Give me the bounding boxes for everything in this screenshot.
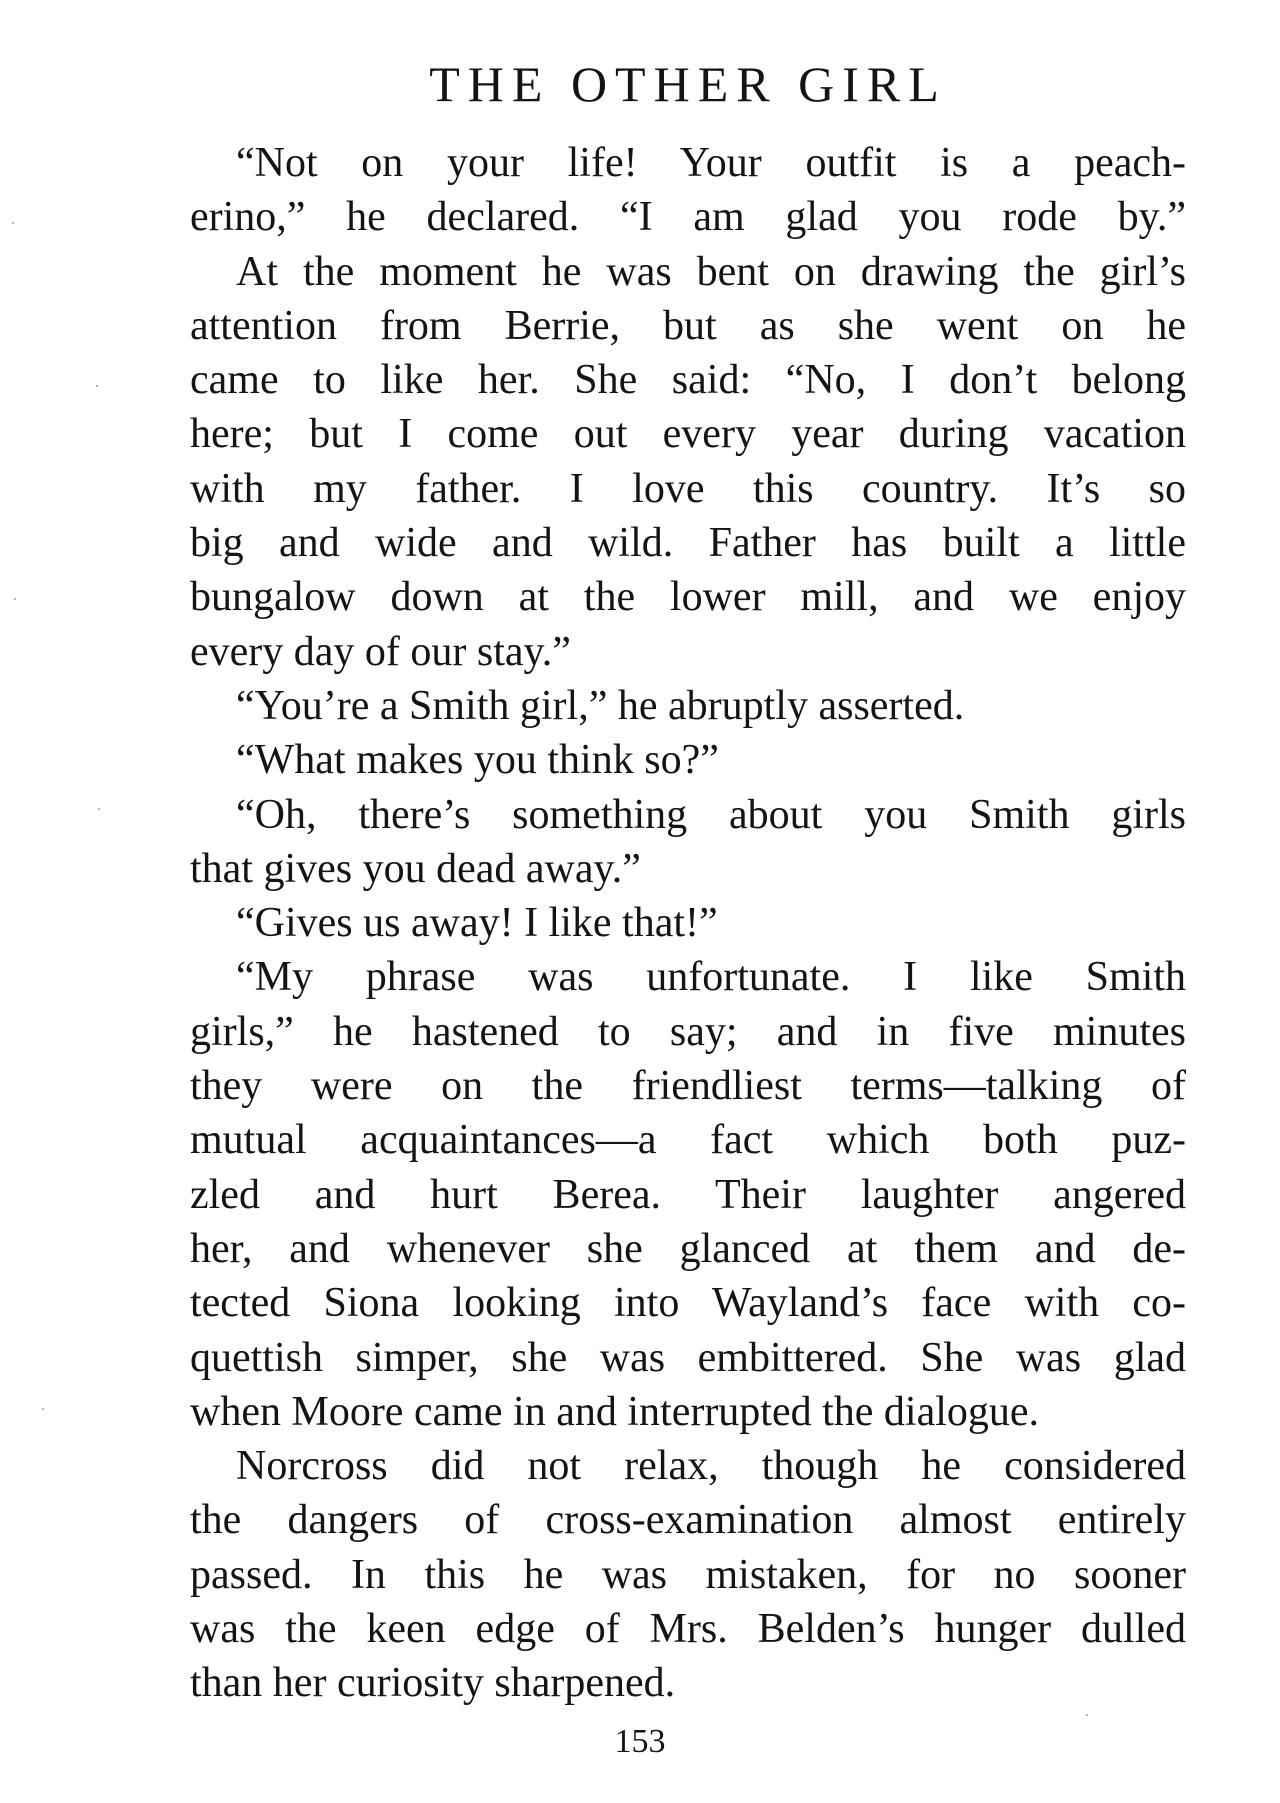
paper-speck [98,808,100,810]
text-line: “Gives us away! I like that!” [236,900,718,947]
text-line: “Oh, there’s something about you Smith girls [236,791,1186,838]
text-line: zled and hurt Berea. Their laughter angered [190,1171,1186,1218]
text-line: tected Siona looking into Wayland’s face with co- [190,1280,1186,1327]
text-line: every day of our stay.” [190,628,571,675]
body-text [190,136,1186,1711]
text-line: with my father. I love this country. It’s so [190,465,1186,512]
text-line: passed. In this he was mistaken, for no sooner [190,1551,1186,1598]
text-line: the dangers of cross-examination almost entirely [190,1497,1186,1544]
paper-speck [12,222,14,224]
text-line: here; but I come out every year during vacation [190,411,1186,458]
text-line: attention from Berrie, but as she went on he [190,302,1186,349]
text-line: mutual acquaintances—a fact which both puz- [190,1117,1186,1164]
paper-speck [96,385,98,387]
text-line: “My phrase was unfortunate. I like Smith [236,954,1186,1001]
text-line: bungalow down at the lower mill, and we enjoy [190,574,1186,621]
text-line: that gives you dead away.” [190,845,641,892]
text-line: big and wide and wild. Father has built a little [190,520,1186,567]
text-line: At the moment he was bent on drawing the girl’s [236,248,1186,295]
paper-speck [42,1408,44,1410]
text-line: came to like her. She said: “No, I don’t belong [190,357,1186,404]
paper-speck [14,598,16,600]
paper-speck [1086,1714,1088,1716]
text-line: was the keen edge of Mrs. Belden’s hunger dulled [190,1606,1186,1653]
text-line: “Not on your life! Your outfit is a peach- [236,140,1186,186]
text-line: girls,” he hastened to say; and in five minutes [190,1008,1186,1055]
text-line: they were on the friendliest terms—talking of [190,1063,1186,1110]
text-line: her, and whenever she glanced at them and de- [190,1225,1186,1272]
text-line: Norcross did not relax, though he considered [236,1443,1186,1490]
text-line: “What makes you think so?” [236,737,719,784]
running-head: THE OTHER GIRL [429,56,947,112]
text-line: when Moore came in and interrupted the dialogue. [190,1388,1040,1435]
text-line: than her curiosity sharpened. [190,1660,676,1707]
text-line: erino,” he declared. “I am glad you rode by.” [190,194,1186,241]
text-line: quettish simper, she was embittered. She was glad [190,1334,1186,1381]
page-number: 153 [614,1723,666,1760]
text-line: “You’re a Smith girl,” he abruptly asserted. [236,682,965,729]
